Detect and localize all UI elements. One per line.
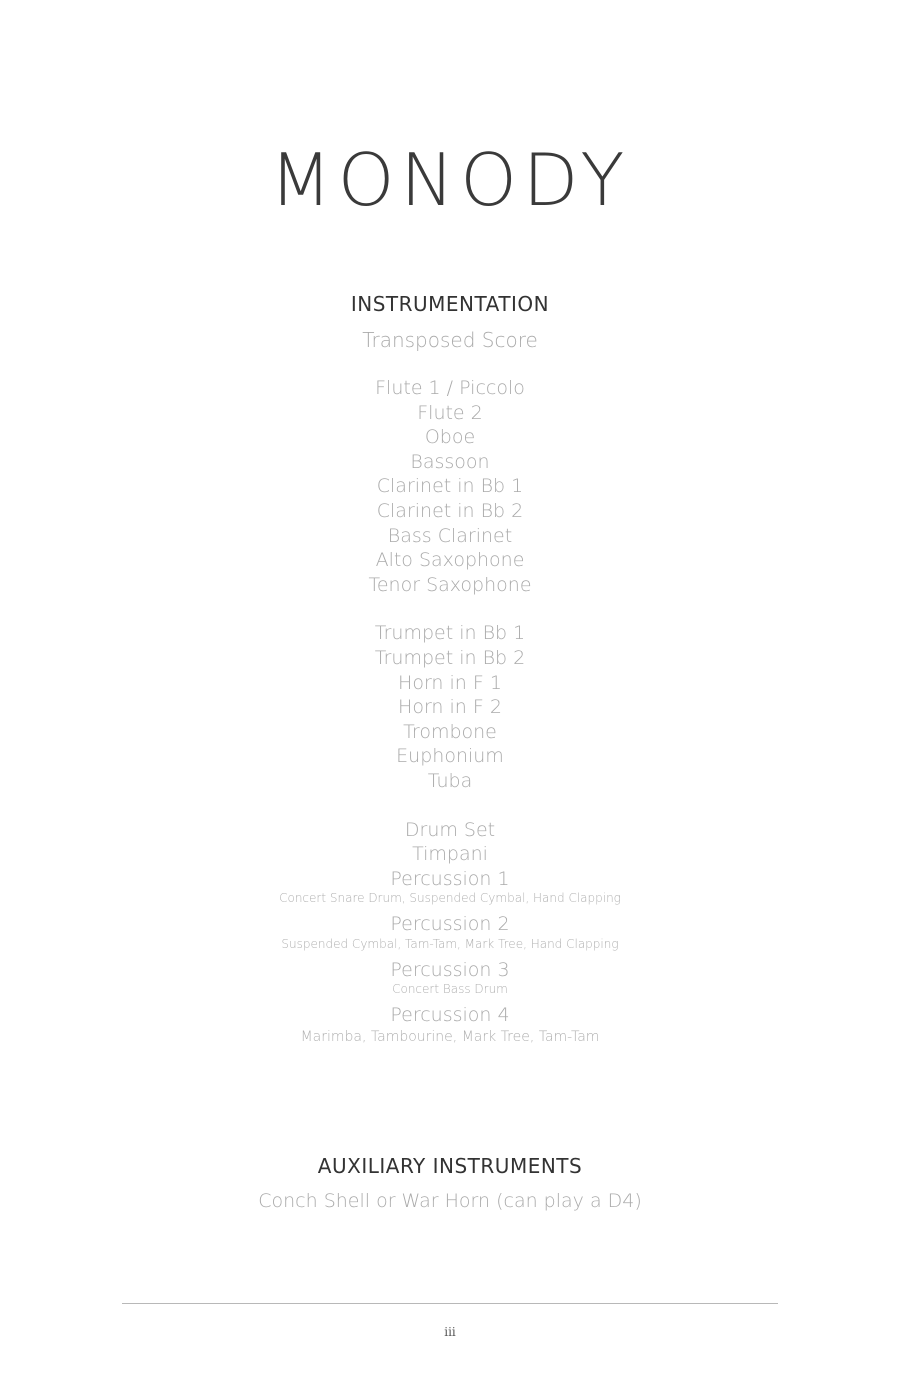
page-number: iii	[444, 1325, 456, 1339]
list-item: Percussion 4	[390, 1004, 510, 1027]
page-title: MONODY	[269, 138, 631, 222]
footer-divider	[122, 1303, 778, 1304]
list-item: Flute 1 / Piccolo	[375, 377, 525, 399]
auxiliary-heading: AUXILIARY INSTRUMENTS	[317, 1154, 583, 1178]
list-item: Trumpet in Bb 2	[374, 646, 526, 669]
list-item: Tenor Saxophone	[368, 573, 532, 596]
list-item: Drum Set	[404, 818, 496, 841]
list-item: Trumpet in Bb 1	[374, 622, 526, 645]
list-item: Horn in F 1	[398, 671, 502, 694]
instrument-detail: Concert Bass Drum	[392, 982, 508, 997]
list-item: Timpani	[412, 843, 488, 866]
auxiliary-item: Conch Shell or War Horn (can play a D4)	[258, 1190, 642, 1212]
brass-group	[0, 621, 900, 793]
list-item: Alto Saxophone	[375, 549, 525, 572]
list-item: Percussion 3	[390, 958, 510, 981]
list-item: Horn in F 2	[398, 696, 502, 719]
list-item: Trombone	[403, 720, 497, 743]
list-item: Bass Clarinet	[387, 524, 513, 547]
list-item: Percussion 1	[390, 867, 510, 890]
woodwinds-group	[0, 376, 900, 597]
instrument-detail: Concert Snare Drum, Suspended Cymbal, Hand Clapping	[279, 891, 621, 906]
instrument-detail: Suspended Cymbal, Tam-Tam, Mark Tree, Hand Clapping	[281, 936, 619, 951]
list-item: Bassoon	[410, 450, 490, 473]
list-item: Flute 2	[417, 401, 483, 424]
score-type: Transposed Score	[362, 328, 538, 352]
instrument-list	[0, 376, 900, 1070]
list-item: Tuba	[427, 769, 473, 792]
list-item: Clarinet in Bb 2	[376, 499, 524, 522]
percussion-group	[0, 818, 900, 1047]
list-item: Clarinet in Bb 1	[376, 475, 524, 498]
list-item: Percussion 2	[390, 913, 510, 936]
list-item: Euphonium	[396, 745, 504, 768]
list-item: Oboe	[424, 426, 476, 449]
instrumentation-heading: INSTRUMENTATION	[350, 292, 550, 316]
instrument-detail: Marimba, Tambourine, Mark Tree, Tam-Tam	[300, 1029, 600, 1046]
